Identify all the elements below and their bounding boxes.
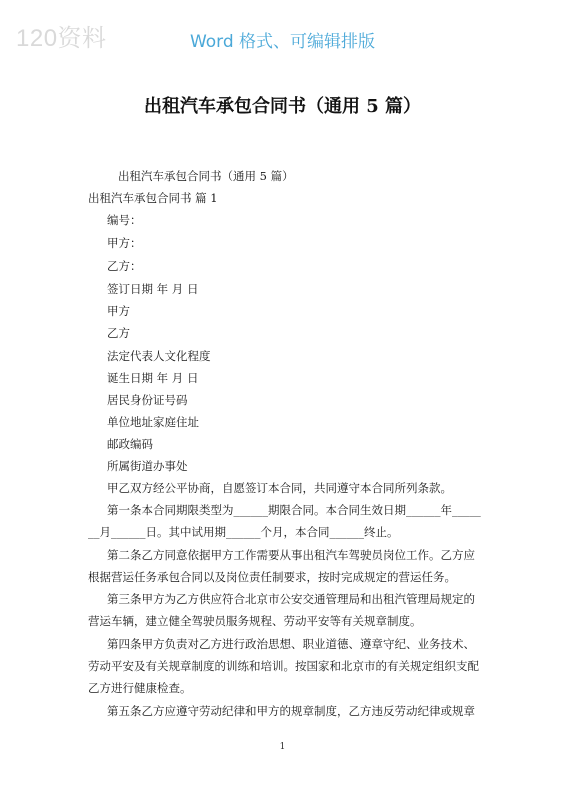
- field-address: 单位地址家庭住址: [107, 415, 199, 429]
- format-banner: Word 格式、可编辑排版: [189, 32, 376, 52]
- paragraph-line: 劳动平安及有关规章制度的训练和培训。按国家和北京市的有关规定组织支配: [88, 659, 479, 673]
- paragraph-line: __月______日。其中试用期______个月，本合同______终止。: [88, 525, 399, 539]
- paragraph-line: 甲乙双方经公平协商，自愿签订本合同，共同遵守本合同所列条款。: [107, 481, 452, 495]
- field-party-b: 乙方：: [107, 259, 142, 273]
- field-number: 编号：: [107, 213, 142, 227]
- field-postcode: 邮政编码: [107, 437, 153, 451]
- paragraph-line: 第四条甲方负责对乙方进行政治思想、职业道德、遵章守纪、业务技术、: [107, 637, 475, 651]
- field-street-office: 所属街道办事处: [107, 459, 188, 473]
- field-party-a: 甲方：: [107, 236, 142, 250]
- paragraph-line: 第三条甲方为乙方供应符合北京市公安交通管理局和出租汽管理局规定的: [107, 592, 475, 606]
- paragraph-line: 第二条乙方同意依据甲方工作需要从事出租汽车驾驶员岗位工作。乙方应: [107, 548, 475, 562]
- document-subtitle: 出租汽车承包合同书（通用 5 篇）: [118, 169, 294, 183]
- paragraph-line: 根据营运任务承包合同以及岗位责任制要求，按时完成规定的营运任务。: [88, 570, 456, 584]
- section-heading: 出租汽车承包合同书 篇 1: [88, 191, 218, 205]
- page-number: 1: [279, 742, 286, 752]
- field-birth-date: 诞生日期 年 月 日: [107, 371, 199, 385]
- paragraph-line: 第五条乙方应遵守劳动纪律和甲方的规章制度，乙方违反劳动纪律或规章: [107, 704, 475, 718]
- paragraph-line: 第一条本合同期限类型为______期限合同。本合同生效日期______年_____: [107, 503, 481, 517]
- field-id-number: 居民身份证号码: [107, 393, 188, 407]
- field-legal-rep: 法定代表人文化程度: [107, 349, 211, 363]
- paragraph-line: 营运车辆，建立健全驾驶员服务规程、劳动平安等有关规章制度。: [88, 614, 422, 628]
- watermark: 120资料: [16, 25, 107, 52]
- field-party-b-2: 乙方: [107, 326, 130, 340]
- document-title: 出租汽车承包合同书（通用 5 篇）: [143, 96, 422, 117]
- field-sign-date: 签订日期 年 月 日: [107, 282, 199, 296]
- field-party-a-2: 甲方: [107, 304, 130, 318]
- paragraph-line: 乙方进行健康检查。: [88, 681, 192, 695]
